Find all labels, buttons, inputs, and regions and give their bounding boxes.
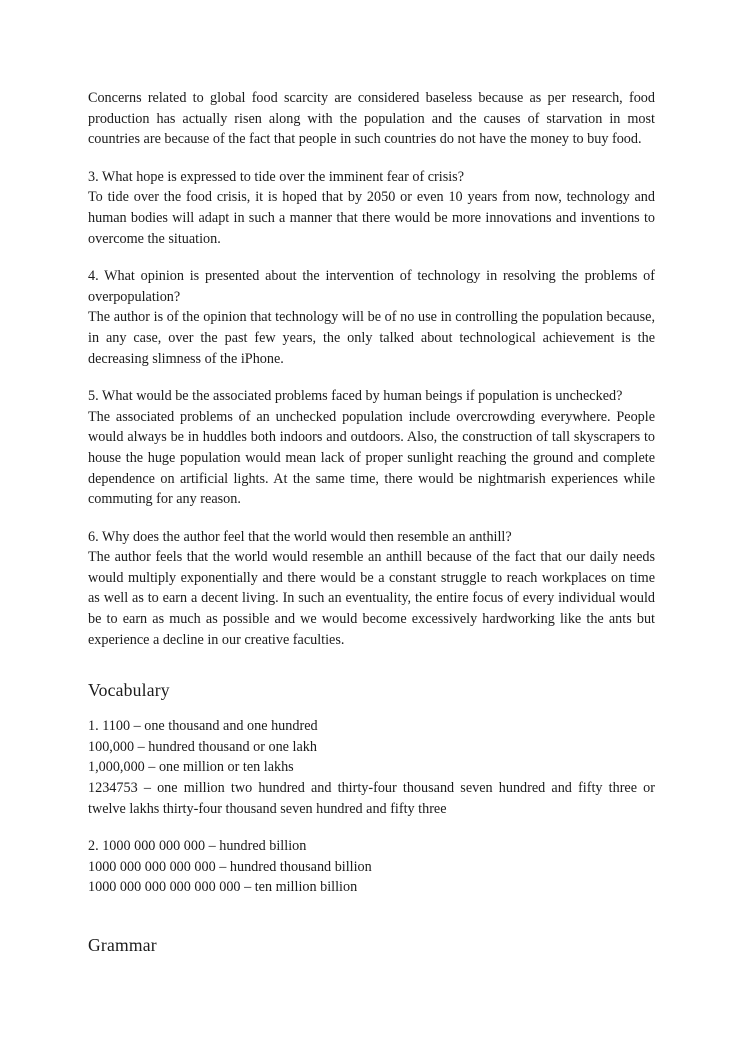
qa-block-5	[88, 386, 655, 510]
vocabulary-entry: 1234753 – one million two hundred and thirty-four thousand seven hundred and fifty three or twelve lakhs thirty-four thousand seven hundred and fifty three	[88, 780, 655, 817]
answer-text-5: The associated problems of an unchecked population include overcrowding everywhere. People would always be in huddles both indoors and outdoors. Also, the construction of tall skyscrapers to house the huge population would mean lack of proper sunlight reaching the ground and complete dependence on artificial lights. At the same time, there would be nightmarish experiences while commuting for any reason.	[88, 408, 655, 508]
question-text-5: 5. What would be the associated problems faced by human beings if population is unchecked?	[88, 388, 623, 405]
vocabulary-group-one	[88, 716, 655, 819]
vocabulary-entry: 1,000,000 – one million or ten lakhs	[88, 759, 294, 776]
question-text-4: 4. What opinion is presented about the intervention of technology in resolving the problems of overpopulation?	[88, 268, 655, 305]
answer-text-6: The author feels that the world would resemble an anthill because of the fact that our daily needs would multiply exponentially and there would be a constant struggle to reach workplaces on time as well as to earn a decent living. In such an eventuality, the entire focus of every individual would be to earn as much as possible and we would become excessively hardworking like the ants but experience a decline in our creative faculties.	[88, 549, 655, 648]
vocabulary-entry: 1. 1100 – one thousand and one hundred	[88, 718, 318, 735]
qa-block-3	[88, 167, 655, 249]
qa-block-6	[88, 527, 655, 651]
vocabulary-entry: 1000 000 000 000 000 – hundred thousand billion	[88, 858, 372, 875]
vocabulary-entry: 1000 000 000 000 000 000 – ten million billion	[88, 879, 358, 896]
grammar-heading-spacer	[88, 915, 655, 933]
vocabulary-heading-spacer	[88, 667, 655, 678]
document-content	[88, 88, 655, 971]
question-text-6: 6. Why does the author feel that the world would then resemble an anthill?	[88, 528, 512, 545]
vocabulary-entry: 100,000 – hundred thousand or one lakh	[88, 738, 317, 755]
question-text-3: 3. What hope is expressed to tide over the imminent fear of crisis?	[88, 168, 464, 185]
grammar-heading: Grammar	[88, 935, 157, 955]
vocabulary-heading: Vocabulary	[88, 680, 170, 701]
vocabulary-group-two	[88, 836, 655, 898]
intro-paragraph: Concerns related to global food scarcity are considered baseless because as per research, food production has actually risen along with the population and the causes of starvation in most countries are because of the fact that people in such countries do not have the money to buy food.	[88, 90, 655, 148]
answer-text-3: To tide over the food crisis, it is hoped that by 2050 or even 10 years from now, technology and human bodies will adapt in such a manner that there would be more innovations and inventions to overcome the situation.	[88, 189, 655, 247]
vocabulary-entry: 2. 1000 000 000 000 – hundred billion	[88, 838, 307, 855]
qa-block-4	[88, 266, 655, 369]
answer-text-4: The author is of the opinion that technology will be of no use in controlling the population because, in any case, over the past few years, the only talked about technological achievement is the decreasing slimness of the iPhone.	[88, 309, 655, 367]
